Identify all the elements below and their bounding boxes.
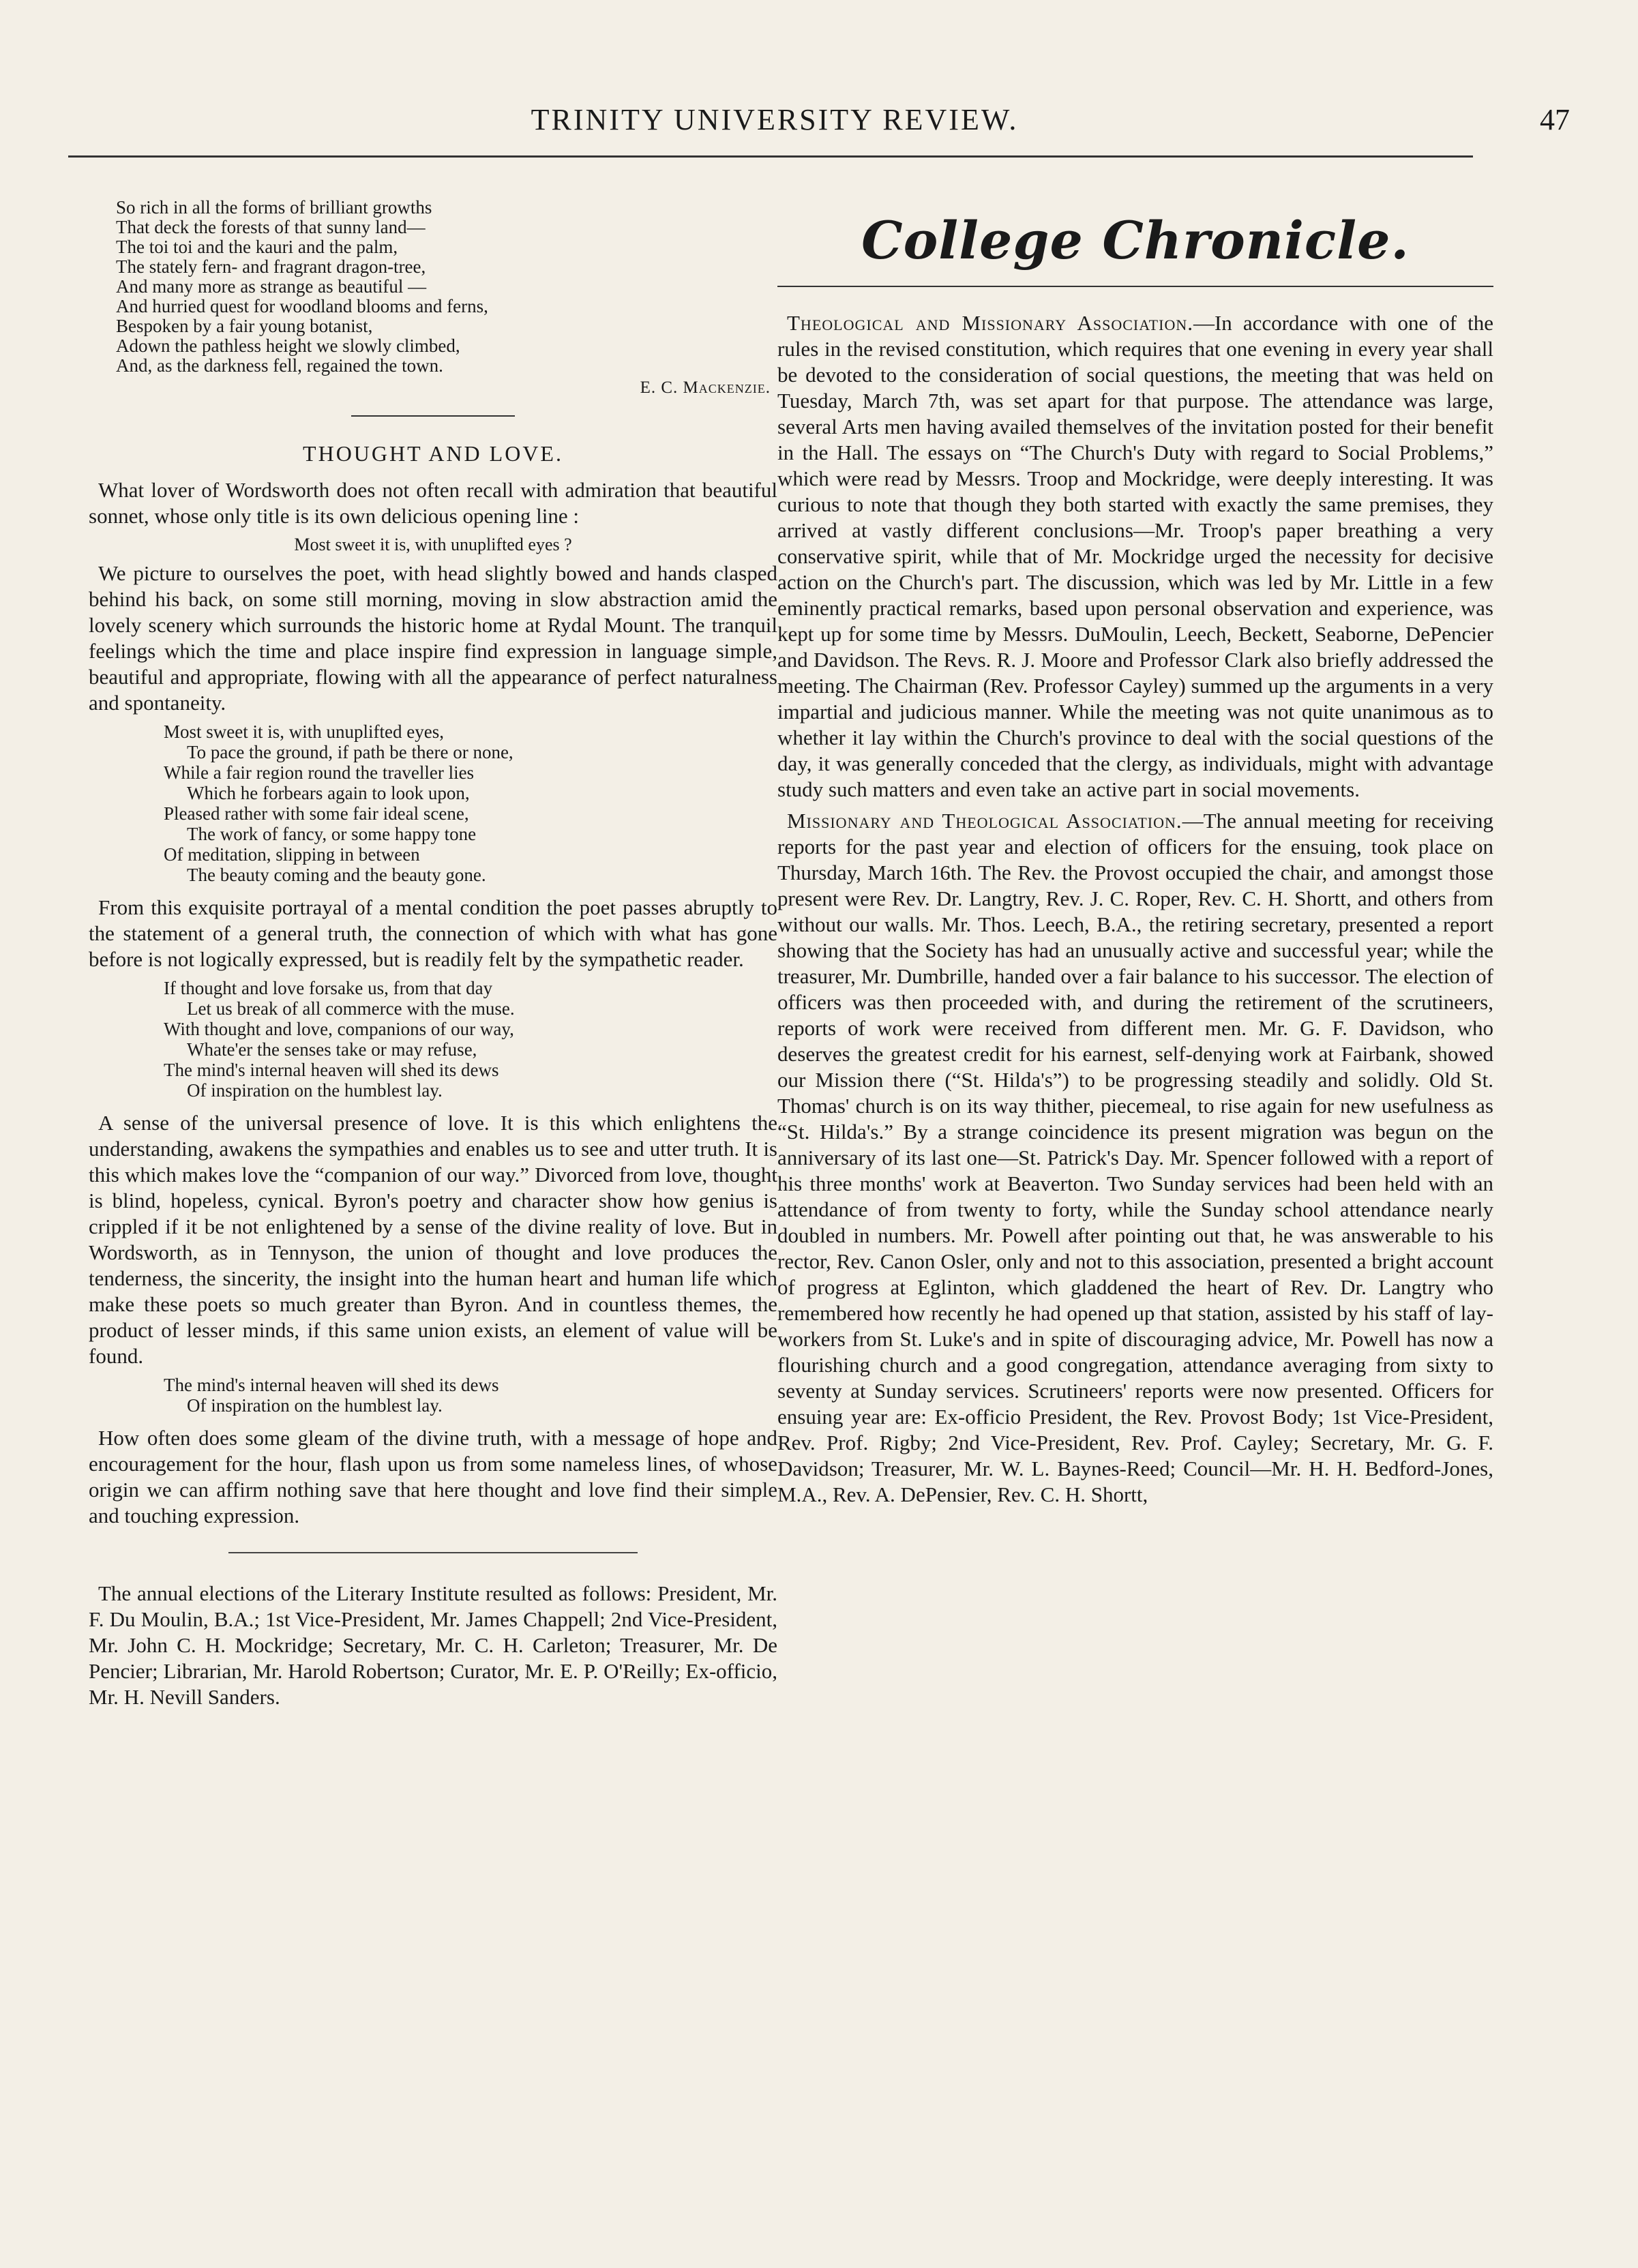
- poem-line: And hurried quest for woodland blooms and ferns,: [116, 296, 488, 316]
- verse-line: The beauty coming and the beauty gone.: [187, 865, 486, 885]
- item-text: —In accordance with one of the rules in the revised constitution, which requires that one evening in every year shall be devoted to the consideration of social questions, the meeting that was held on Tuesday, March 7th, was set apart for that purpose. The attendance was large, several Arts men having availed themselves of the invitation posted for their benefit in the Hall. The essays on “The Church's Duty with regard to Social Problems,” which were read by Messrs. Troop and Mockridge, were deeply interesting. It was curious to note that though they both started with exactly the same premises, they arrived at vastly different conclusions—Mr. Troop's paper breathing a very conservative spirit, while that of Mr. Mockridge urged the necessity for decisive action on the Church's part. The discussion, which was led by Mr. Little in a few eminently practical remarks, based upon personal observation and experience, was kept up for some time by Messrs. DuMoulin, Leech, Beckett, Seaborne, DePencier and Davidson. The Revs. R. J. Moore and Professor Clark also briefly addressed the meeting. The Chairman (Rev. Professor Cayley) summed up the arguments in a very impartial and judicious manner. While the meeting was not quite unanimous as to whether it lay within the Church's province to deal with the social questions of the day, it was generally conceded that the clergy, as individuals, might with advantage study such matters and even take an active part in social movements.: [777, 311, 1493, 801]
- verse-line: Whate'er the senses take or may refuse,: [187, 1039, 477, 1060]
- verse-line: Of meditation, slipping in between: [164, 844, 420, 865]
- verse-line: While a fair region round the traveller lies: [164, 762, 475, 783]
- item-label: Theological and Missionary Association.: [787, 311, 1193, 335]
- verse-line: If thought and love forsake us, from that day: [164, 978, 493, 998]
- verse-line: Pleased rather with some fair ideal scene,: [164, 803, 469, 824]
- poem-line: The stately fern- and fragrant dragon-tree,: [116, 256, 426, 277]
- sonnet-quote: [164, 1375, 777, 1416]
- verse-line: Of inspiration on the humblest lay.: [187, 1395, 443, 1416]
- sonnet-quote: [164, 721, 777, 885]
- article-paragraph: From this exquisite portrayal of a mental condition the poet passes abruptly to the statement of a general truth, the connection of which with what has gone before is not logically expressed, but is readily felt by the sympathetic reader.: [89, 895, 777, 971]
- poem-line: That deck the forests of that sunny land—: [116, 217, 426, 237]
- article-paragraph: We picture to ourselves the poet, with head slightly bowed and hands clasped behind his back, on some still morning, moving in slow abstraction amid the lovely scenery which surrounds the historic home at Rydal Mount. The tranquil feelings which the time and place inspire find expression in language simple, beautiful and appropriate, flowing with all the appearance of perfect naturalness and spontaneity.: [89, 561, 777, 715]
- verse-line: The mind's internal heaven will shed its dews: [164, 1060, 499, 1080]
- section-divider: [228, 1552, 638, 1553]
- quoted-line: Most sweet it is, with unuplifted eyes ?: [294, 535, 572, 554]
- section-divider: [351, 415, 515, 417]
- right-column: [777, 198, 1493, 1513]
- header-rule: [68, 155, 1473, 158]
- verse-line: Let us break of all commerce with the muse.: [187, 998, 515, 1019]
- section-heading: College Chronicle.: [861, 210, 1410, 271]
- elections-paragraph: The annual elections of the Literary Institute resulted as follows: President, Mr. F. Du Moulin, B.A.; 1st Vice-President, Mr. James Chappell; 2nd Vice-President, Mr. John C. H. Mockridge; Secretary, Mr. C. H. Carleton; Treasurer, Mr. De Pencier; Librarian, Mr. Harold Robertson; Curator, Mr. E. P. O'Reilly; Ex-officio, Mr. H. Nevill Sanders.: [89, 1581, 777, 1709]
- verse-line: The mind's internal heaven will shed its dews: [164, 1375, 499, 1395]
- poem-line: So rich in all the forms of brilliant growths: [116, 197, 432, 218]
- verse-line: With thought and love, companions of our way,: [164, 1019, 514, 1039]
- chronicle-item: [777, 808, 1493, 1508]
- poem-line: And, as the darkness fell, regained the town.: [116, 355, 443, 376]
- poem-line: Adown the pathless height we slowly climbed,: [116, 335, 460, 356]
- article-paragraph: A sense of the universal presence of love. It is this which enlightens the understanding, awakens the sympathies and enables us to see and utter truth. It is this which makes love the “companion of our way.” Divorced from love, thought is blind, hopeless, cynical. Byron's poetry and character show how genius is crippled if it be not enlightened by a sense of the divine reality of love. But in Wordsworth, as in Tennyson, the union of thought and love produces the tenderness, the sincerity, the insight into the human heart and human life which make these poets so much greater than Byron. And in countless themes, the product of lesser minds, if this same union exists, an element of value will be found.: [89, 1111, 777, 1368]
- chronicle-item: [777, 310, 1493, 803]
- article-paragraph: How often does some gleam of the divine truth, with a message of hope and encouragement for the hour, flash upon us from some nameless lines, of whose origin we can affirm nothing save that here thought and love find their simple and touching expression.: [89, 1426, 777, 1527]
- left-column: [89, 198, 777, 1716]
- poem-ending: [116, 198, 777, 376]
- poem-line: The toi toi and the kauri and the palm,: [116, 237, 398, 257]
- poem-line: Bespoken by a fair young botanist,: [116, 316, 373, 336]
- poem-line: And many more as strange as beautiful —: [116, 276, 427, 297]
- item-label: Missionary and Theological Association.: [787, 809, 1182, 833]
- journal-title: TRINITY UNIVERSITY REVIEW.: [531, 103, 1019, 136]
- item-text: —The annual meeting for receiving reports for the past year and election of officers for the ensuing, took place on Thursday, March 16th. The Rev. the Provost occupied the chair, and amongst those present were Rev. Dr. Langtry, Rev. J. C. Roper, Rev. C. H. Shortt, and others from without our walls. Mr. Thos. Leech, B.A., the retiring secretary, presented a report showing that the Society has had an unusually active and successful year; while the treasurer, Mr. Dumbrille, handed over a fair balance to his successor. The election of officers was then proceeded with, and during the retirement of the scrutineers, reports of work were received from different men. Mr. G. F. Davidson, who deserves the greatest credit for his earnest, self-denying work at Fairbank, showed our Mission there (“St. Hilda's”) to be progressing steadily and solidly. Old St. Thomas' church is on its way thither, piecemeal, to rise again for new usefulness as “St. Hilda's.” By a strange coincidence its present migration was begun on the anniversary of its last one—St. Patrick's Day. Mr. Spencer followed with a report of his three months' work at Beaverton. Two Sunday services had been held with an attendance of from twenty to forty, while the Sunday school attendance nearly doubled in numbers. Mr. Powell after pointing out that, he was answerable to his rector, Rev. Canon Osler, only and not to this association, presented a bright account of progress at Eglinton, which gladdened the heart of Rev. Dr. Langtry who remembered how recently he had opened up that station, assisted by his staff of lay-workers from St. Luke's and in spite of discouraging advice, Mr. Powell has now a flourishing church and a good congregation, attendance averaging from sixty to seventy at Sunday services. Scrutineers' reports were now presented. Officers for ensuing year are: Ex-officio President, the Rev. Provost Body; 1st Vice-President, Rev. Prof. Rigby; 2nd Vice-President, Rev. Prof. Cayley; Secretary, Mr. G. F. Davidson; Treasurer, Mr. W. L. Baynes-Reed; Council—Mr. H. H. Bedford-Jones, M.A., Rev. A. DePensier, Rev. C. H. Shortt,: [777, 809, 1493, 1506]
- article-title: THOUGHT AND LOVE.: [303, 441, 563, 466]
- verse-line: Which he forbears again to look upon,: [187, 783, 470, 803]
- section-rule: [777, 286, 1493, 287]
- page-header: [82, 102, 1570, 143]
- verse-line: To pace the ground, if path be there or none,: [187, 742, 513, 762]
- verse-line: The work of fancy, or some happy tone: [187, 824, 477, 844]
- sonnet-quote: [164, 978, 777, 1101]
- article-paragraph: What lover of Wordsworth does not often recall with admiration that beautiful sonnet, whose only title is its own delicious opening line :: [89, 478, 777, 528]
- poem-signature: E. C. Mackenzie.: [640, 378, 771, 397]
- verse-line: Of inspiration on the humblest lay.: [187, 1080, 443, 1101]
- verse-line: Most sweet it is, with unuplifted eyes,: [164, 721, 444, 742]
- page-number: 47: [1540, 103, 1570, 136]
